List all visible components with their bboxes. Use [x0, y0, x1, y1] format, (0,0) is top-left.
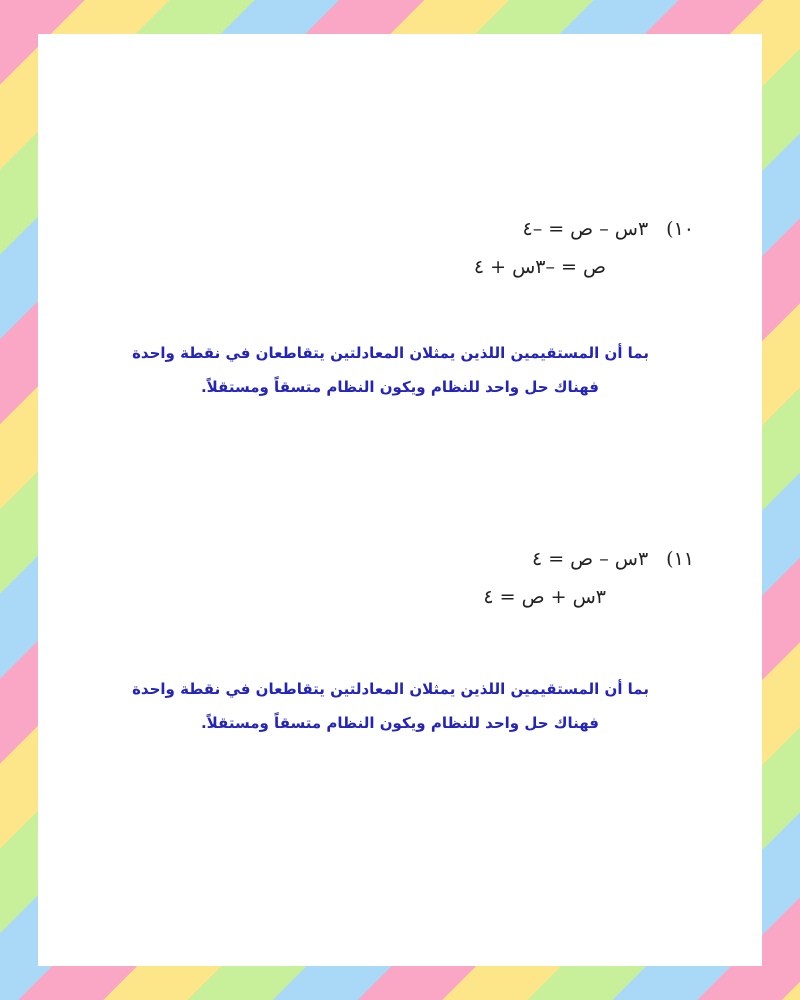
problem-10-explanation — [89, 336, 649, 404]
problem-11-equation-1 — [483, 540, 694, 578]
problem-11-explanation-line-2: فهناك حل واحد للنظام ويكون النظام متسقاً ومستقلاً. — [200, 714, 599, 732]
problem-10 — [474, 210, 694, 286]
problem-10-explanation-line-1: بما أن المستقيمين اللذين يمثلان المعادلتين يتقاطعان في نقطة واحدة — [132, 344, 649, 362]
problem-10-eq1-text: ٣س – ص = –٤ — [522, 218, 649, 240]
worksheet-page — [38, 34, 762, 966]
problem-11-number: ١١) — [666, 548, 694, 570]
problem-11-equation-2: ٣س + ص = ٤ — [483, 586, 606, 608]
problem-11-explanation-line-1: بما أن المستقيمين اللذين يمثلان المعادلتين يتقاطعان في نقطة واحدة — [132, 680, 649, 698]
problem-10-explanation-line-2: فهناك حل واحد للنظام ويكون النظام متسقاً ومستقلاً. — [200, 378, 599, 396]
problem-10-equation-1 — [474, 210, 694, 248]
problem-10-number: ١٠) — [666, 218, 694, 240]
problem-11-explanation — [89, 672, 649, 740]
problem-10-equation-2: ص = –٣س + ٤ — [473, 256, 606, 278]
problem-11-eq1-text: ٣س – ص = ٤ — [531, 548, 649, 570]
problem-11 — [483, 540, 694, 616]
